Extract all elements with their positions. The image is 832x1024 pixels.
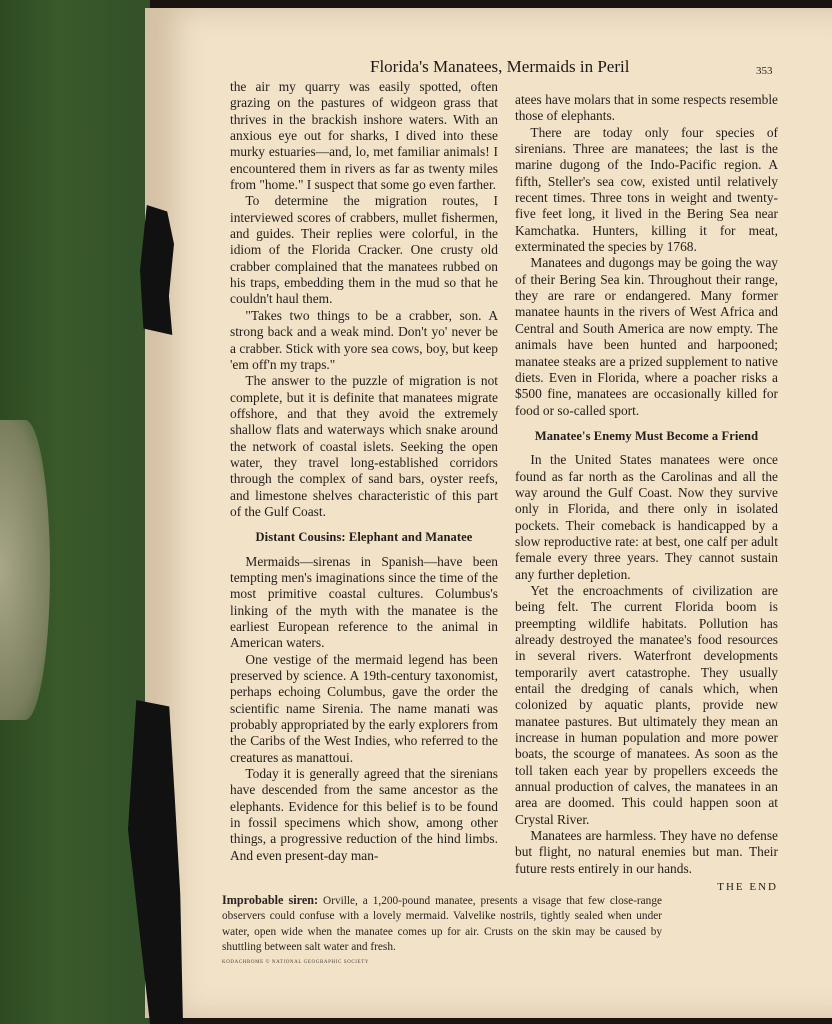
end-mark: THE END xyxy=(717,881,778,894)
running-title: Florida's Manatees, Mermaids in Peril xyxy=(370,57,630,76)
paragraph: The answer to the puzzle of migration is not complete, but it is definite that manatees migrate offshore, and that they avoid the extremely shallow flats and waterways which snake around the network of coastal islets. Seeking the open water, they travel long-established corridors through the complex of sand bars, oyster reefs, and limestone shelves characteristic of this part of the Gulf Coast. xyxy=(230,373,498,519)
page-number: 353 xyxy=(756,65,773,77)
paragraph: In the United States manatees were once found as far north as the Carolinas and all the way around the Gulf Coast. Now they survive only in Florida, and there only in isolated pockets. Their comeback is handicapped by a slow reproductive rate: at best, one calf per adult female every three years. They cannot sustain any further depletion. xyxy=(515,452,778,582)
photo-caption xyxy=(222,893,662,956)
paragraph: Today it is generally agreed that the sirenians have descended from the same ancestor as the elephants. Evidence for this belief is to be found in fossil specimens which show, among other things, a progressive reduction of the hind limbs. And even present-day man- xyxy=(230,766,498,863)
paragraph: One vestige of the mermaid legend has been preserved by science. A 19th-century taxonomist, perhaps echoing Columbus, gave the order the scientific name Sirenia. The name manati was probably appropriated by the early explorers from the Caribs of the West Indies, who referred to the creatures as manattoui. xyxy=(230,651,498,765)
paragraph: Mermaids—sirenas in Spanish—have been tempting men's imaginations since the time of the most primitive coastal cultures. Columbus's linking of the myth with the manatee is the earliest European reference to the animal in American waters. xyxy=(230,553,498,651)
right-column xyxy=(515,92,778,896)
paragraph: Yet the encroachments of civilization are being felt. The current Florida boom is preempting wildlife habitats. Pollution has already destroyed the manatee's food resources in several rivers. Waterfront developments temporarily avert catastrophe. They usually entail the dredging of canals which, when colonized by aquatic plants, provide new manatee pastures. But ultimately they mean an increase in human population and more power boats, the scourge of manatees. As soon as the toll taken each year by propellers exceeds the annual production of calves, the manatees in an area are doomed. This could happen soon at Crystal River. xyxy=(515,582,778,827)
paragraph: the air my quarry was easily spotted, often grazing on the pastures of widgeon grass that thrives in the brackish inshore waters. With an anxious eye out for sharks, I dived into these murky estuaries—and, lo, met familiar animals! I encountered them in rivers as far as twenty miles from "home." I suspect that some go even farther. xyxy=(230,79,498,193)
manatee-photo xyxy=(0,0,150,1024)
paragraph: atees have molars that in some respects resemble those of elephants. xyxy=(515,92,778,124)
photo-credit: KODACHROME © NATIONAL GEOGRAPHIC SOCIETY xyxy=(222,960,370,965)
paragraph: To determine the migration routes, I interviewed scores of crabbers, mullet fishermen, and guides. Their replies were colorful, in the idiom of the Florida Cracker. One crusty old crabber complained that the manatees rubbed on his traps, embedding them in the mud so that he couldn't haul them. xyxy=(230,193,498,307)
paragraph: There are today only four species of sirenians. Three are manatees; the last is the marine dugong of the Indo-Pacific region. A fifth, Steller's sea cow, existed until relatively recent times. Three tons in weight and twenty-five feet long, it lived in the Bering Sea near Kamchatka. Hunters, killing it for meat, exterminated the species by 1768. xyxy=(515,124,778,255)
left-column xyxy=(230,79,498,864)
caption-text: Orville, a 1,200-pound manatee, presents a visage that few close-range observers could confuse with a lovely mermaid. Valvelike nostrils, tightly sealed when under water, open wide when the manatee comes up for air. Crusts on the skin may be caused by shuttling between salt water and fresh. xyxy=(222,895,662,954)
paragraph: "Takes two things to be a crabber, son. A strong back and a weak mind. Don't yo' never be a crabber. Stick with yore sea cows, boy, but keep 'em off'n my traps." xyxy=(230,307,498,372)
paragraph: Manatees and dugongs may be going the way of their Bering Sea kin. Throughout their range, they are rare or endangered. Many former manatee haunts in the rivers of West Africa and Central and South America are now empty. The animals have been hunted and harpooned; manatee steaks are a prized supplement to native diets. Even in Florida, where a poacher risks a $500 fine, manatees are occasionally killed for food or so-called sport. xyxy=(515,255,778,418)
section-heading: Manatee's Enemy Must Become a Friend xyxy=(534,428,759,443)
caption-lead: Improbable siren: xyxy=(222,893,319,907)
section-heading: Distant Cousins: Elephant and Manatee xyxy=(255,530,473,545)
manatee-snout-image xyxy=(0,420,50,720)
torn-edge xyxy=(140,205,174,335)
paragraph: Manatees are harmless. They have no defense but flight, no natural enemies but man. Their future rests entirely in our hands. xyxy=(515,828,778,876)
